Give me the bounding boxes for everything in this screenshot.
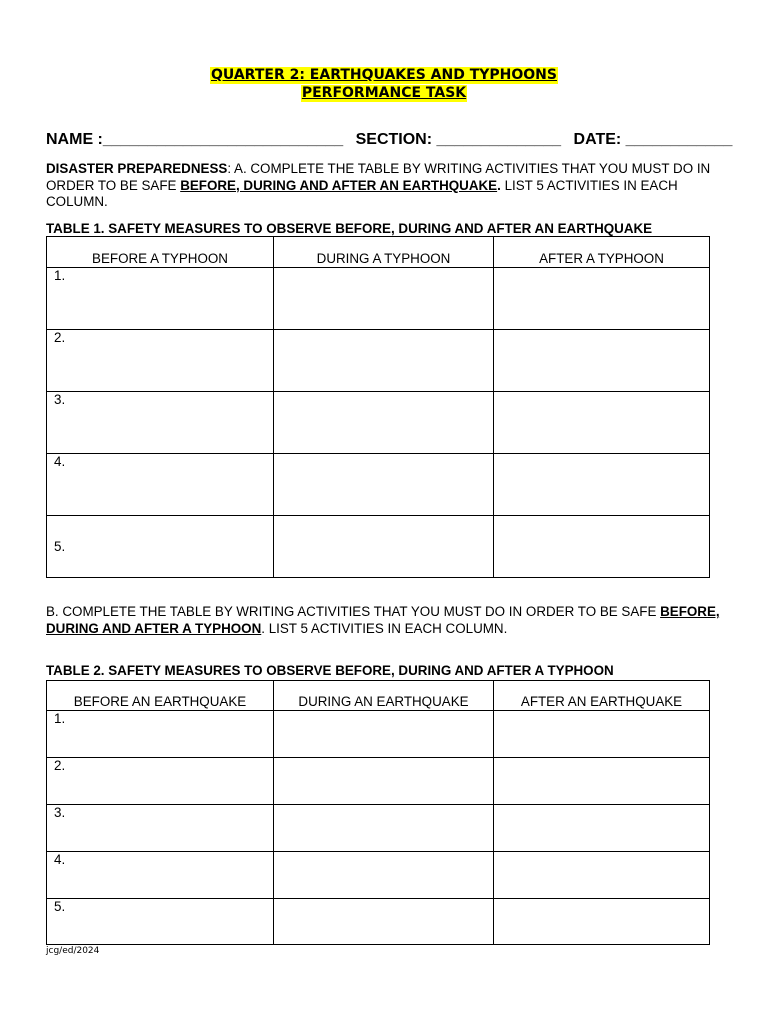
table-2-cell-during[interactable] <box>274 711 494 758</box>
table-row <box>47 516 710 578</box>
student-info-line <box>46 131 733 149</box>
worksheet-title <box>0 66 768 102</box>
row-number: 4. <box>54 852 66 867</box>
table-1-cell-before[interactable] <box>47 516 274 578</box>
table-2-cell-during[interactable] <box>274 758 494 805</box>
table-row <box>47 711 710 758</box>
table-1-cell-after[interactable] <box>494 454 710 516</box>
name-field[interactable]: NAME :___________________________ <box>46 131 344 148</box>
section-field[interactable]: SECTION: ______________ <box>355 131 562 148</box>
row-number: 2. <box>54 330 66 345</box>
table-2-cell-during[interactable] <box>274 852 494 899</box>
table-row <box>47 330 710 392</box>
row-number: 1. <box>54 711 66 726</box>
table-2-header-after: AFTER AN EARTHQUAKE <box>494 681 710 711</box>
table-1-cell-before[interactable] <box>47 454 274 516</box>
table-2 <box>46 680 710 945</box>
table-1-cell-during[interactable] <box>274 330 494 392</box>
row-number: 5. <box>54 539 66 554</box>
table-2-cell-before[interactable] <box>47 805 274 852</box>
table-2-cell-after[interactable] <box>494 758 710 805</box>
title-line-2: PERFORMANCE TASK <box>301 85 467 101</box>
table-row <box>47 392 710 454</box>
part-a-emphasis: BEFORE, DURING AND AFTER AN EARTHQUAKE <box>180 177 498 193</box>
footer-code: jcg/ed/2024 <box>46 946 100 956</box>
part-b-text-1: B. COMPLETE THE TABLE BY WRITING ACTIVITIES THAT YOU MUST DO IN ORDER TO BE SAFE <box>46 604 661 619</box>
table-2-header-during: DURING AN EARTHQUAKE <box>274 681 494 711</box>
table-2-cell-after[interactable] <box>494 711 710 758</box>
table-row <box>47 268 710 330</box>
table-2-cell-before[interactable] <box>47 711 274 758</box>
row-number: 4. <box>54 454 66 469</box>
table-1-cell-during[interactable] <box>274 268 494 330</box>
table-2-cell-during[interactable] <box>274 805 494 852</box>
table-row <box>47 899 710 945</box>
table-1-cell-during[interactable] <box>274 392 494 454</box>
table-2-cell-before[interactable] <box>47 899 274 945</box>
table-2-header-row <box>47 681 710 711</box>
table-1-header-row <box>47 237 710 268</box>
table-1-header-after: AFTER A TYPHOON <box>494 237 710 268</box>
part-a-text-1: : A. COMPLETE THE TABLE BY WRITING ACTIVITIES THAT YOU MUST DO IN ORDER TO BE SAFE <box>46 161 711 193</box>
table-row <box>47 758 710 805</box>
table-2-caption: TABLE 2. SAFETY MEASURES TO OBSERVE BEFORE, DURING AND AFTER A TYPHOON <box>46 663 614 678</box>
table-1-cell-after[interactable] <box>494 516 710 578</box>
table-2-header-before: BEFORE AN EARTHQUAKE <box>47 681 274 711</box>
table-2-cell-after[interactable] <box>494 805 710 852</box>
part-b-text-2: . LIST 5 ACTIVITIES IN EACH COLUMN. <box>261 620 508 636</box>
table-1-cell-before[interactable] <box>47 268 274 330</box>
table-2-cell-before[interactable] <box>47 852 274 899</box>
table-1-cell-after[interactable] <box>494 268 710 330</box>
part-a-lead: DISASTER PREPAREDNESS <box>46 161 228 176</box>
table-2-cell-after[interactable] <box>494 899 710 945</box>
table-1-cell-during[interactable] <box>274 516 494 578</box>
row-number: 1. <box>54 268 66 283</box>
table-1-caption: TABLE 1. SAFETY MEASURES TO OBSERVE BEFORE, DURING AND AFTER AN EARTHQUAKE <box>46 221 653 236</box>
part-a-emphasis-dot: . <box>497 177 501 193</box>
row-number: 2. <box>54 758 66 773</box>
part-b-instructions <box>46 604 726 637</box>
table-1-cell-before[interactable] <box>47 392 274 454</box>
part-a-text-2: LIST 5 ACTIVITIES IN EACH COLUMN. <box>46 177 678 209</box>
table-row <box>47 454 710 516</box>
row-number: 3. <box>54 805 66 820</box>
table-row <box>47 805 710 852</box>
part-b-emphasis: BEFORE, DURING AND AFTER A TYPHOON <box>46 604 720 636</box>
table-2-cell-after[interactable] <box>494 852 710 899</box>
table-1 <box>46 236 710 578</box>
row-number: 5. <box>54 899 66 914</box>
title-line-1: QUARTER 2: EARTHQUAKES AND TYPHOONS <box>211 67 557 83</box>
table-row <box>47 852 710 899</box>
table-2-cell-during[interactable] <box>274 899 494 945</box>
table-1-header-before: BEFORE A TYPHOON <box>47 237 274 268</box>
date-field[interactable]: DATE: ____________ <box>573 131 733 148</box>
table-2-cell-before[interactable] <box>47 758 274 805</box>
row-number: 3. <box>54 392 66 407</box>
table-1-cell-before[interactable] <box>47 330 274 392</box>
table-1-header-during: DURING A TYPHOON <box>274 237 494 268</box>
table-1-cell-during[interactable] <box>274 454 494 516</box>
table-1-cell-after[interactable] <box>494 392 710 454</box>
table-1-cell-after[interactable] <box>494 330 710 392</box>
part-a-instructions <box>46 161 726 211</box>
